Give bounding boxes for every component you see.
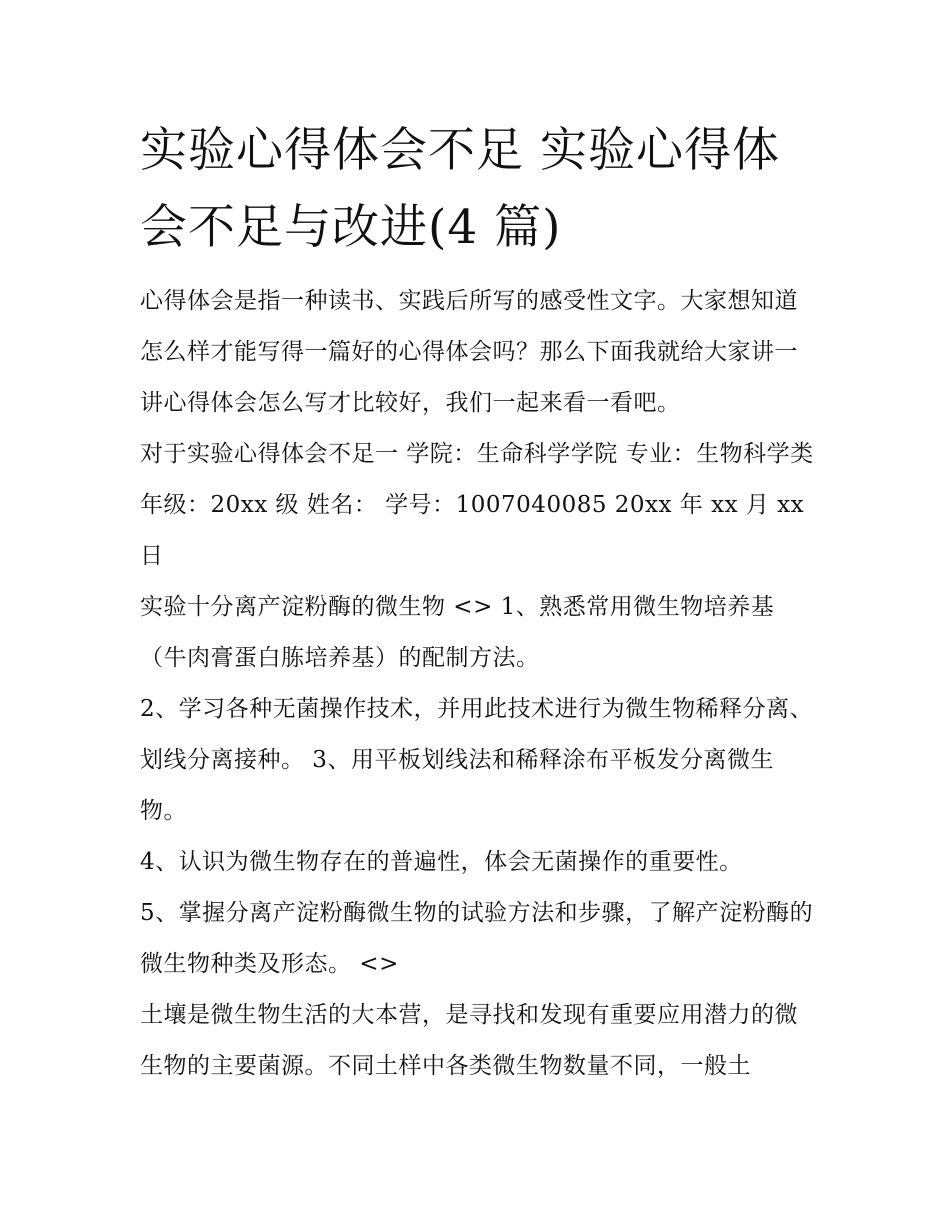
paragraph-experiment-aim-2-3: 2、学习各种无菌操作技术，并用此技术进行为微生物稀释分离、划线分离接种。 3、用平板划线法和稀释涂布平板发分离微生物。 [140, 696, 814, 824]
paragraph-student-info: 对于实验心得体会不足一 学院：生命科学学院 专业：生物科学类 年级：20xx 级 姓名： 学号：1007040085 20xx 年 xx 月 xx 日 [140, 441, 814, 569]
document-title: 实验心得体会不足 实验心得体会不足与改进(4 篇) [140, 123, 780, 255]
paragraph-experiment-aim-5: 5、掌握分离产淀粉酶微生物的试验方法和步骤，了解产淀粉酶的微生物种类及形态。 <> [140, 900, 814, 977]
paragraph-experiment-aim-4: 4、认识为微生物存在的普遍性，体会无菌操作的重要性。 [140, 849, 743, 875]
document-body [140, 112, 820, 1092]
paragraph-experiment-aim-1: 实验十分离产淀粉酶的微生物 <> 1、熟悉常用微生物培养基（牛肉膏蛋白胨培养基）的配制方法。 [140, 594, 775, 671]
paragraph-principle: 土壤是微生物生活的大本营，是寻找和发现有重要应用潜力的微生物的主要菌源。不同土样中各类微生物数量不同，一般土 [140, 1002, 798, 1079]
paragraph-intro: 心得体会是指一种读书、实践后所写的感受性文字。大家想知道怎么样才能写得一篇好的心得体会吗？那么下面我就给大家讲一讲心得体会怎么写才比较好，我们一起来看一看吧。 [140, 288, 798, 416]
